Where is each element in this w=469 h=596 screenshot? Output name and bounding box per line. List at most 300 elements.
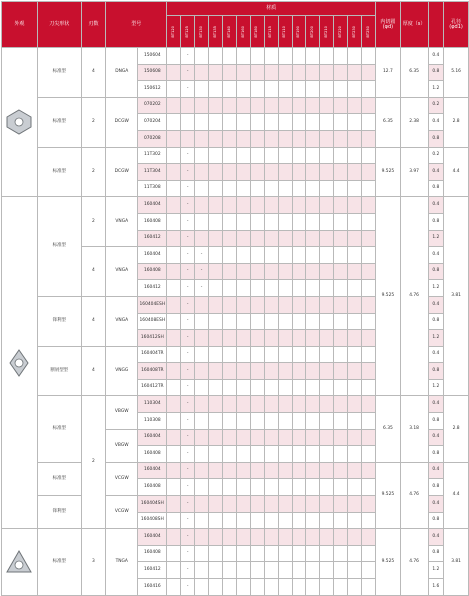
material-availability-cell xyxy=(222,529,236,546)
material-availability-cell xyxy=(264,496,278,513)
material-availability-cell xyxy=(167,97,181,114)
material-availability-cell xyxy=(195,579,209,596)
material-availability-cell xyxy=(278,97,292,114)
corner-radius-cell: 1.6 xyxy=(428,579,444,596)
material-availability-cell xyxy=(306,330,320,347)
material-availability-cell xyxy=(236,479,250,496)
model-cell: VCGW xyxy=(106,496,138,529)
corner-radius-cell: 1.2 xyxy=(428,81,444,98)
corner-radius-cell: 0.4 xyxy=(428,48,444,65)
material-availability-cell: - xyxy=(181,545,195,562)
corner-radius-cell: 0.4 xyxy=(428,396,444,413)
material-availability-cell xyxy=(236,579,250,596)
material-availability-cell xyxy=(236,97,250,114)
material-availability-cell xyxy=(334,97,348,114)
material-availability-cell xyxy=(236,213,250,230)
material-availability-cell xyxy=(209,346,223,363)
material-availability-cell xyxy=(236,396,250,413)
insert-code-cell: 150608 xyxy=(138,64,167,81)
material-availability-cell xyxy=(250,330,264,347)
hole-label: 孔径 xyxy=(451,18,462,25)
material-availability-cell xyxy=(334,81,348,98)
material-availability-cell xyxy=(292,180,306,197)
material-availability-cell xyxy=(250,247,264,264)
hole-diameter-cell: 5.16 xyxy=(444,48,469,98)
thickness-cell: 3.97 xyxy=(400,147,428,197)
model-cell: VNGA xyxy=(106,247,138,297)
corner-radius-cell: 0.4 xyxy=(428,496,444,513)
material-availability-cell xyxy=(167,545,181,562)
table-row xyxy=(2,197,469,214)
material-availability-cell xyxy=(278,180,292,197)
material-availability-cell xyxy=(250,97,264,114)
material-availability-cell xyxy=(222,346,236,363)
material-availability-cell xyxy=(348,462,362,479)
material-availability-cell xyxy=(250,462,264,479)
material-availability-cell xyxy=(278,429,292,446)
material-availability-cell: - xyxy=(181,379,195,396)
material-availability-cell xyxy=(195,429,209,446)
material-availability-cell xyxy=(306,48,320,65)
material-availability-cell xyxy=(264,130,278,147)
tip-shape-cell: 标准型 xyxy=(37,97,81,147)
material-grade-label: BT130 xyxy=(198,25,203,38)
material-availability-cell: - xyxy=(181,330,195,347)
material-availability-cell xyxy=(320,363,334,380)
material-availability-cell xyxy=(209,396,223,413)
material-availability-cell xyxy=(209,330,223,347)
material-availability-cell xyxy=(278,479,292,496)
material-availability-cell xyxy=(306,462,320,479)
material-availability-cell xyxy=(250,562,264,579)
material-availability-cell xyxy=(222,396,236,413)
material-availability-cell xyxy=(348,164,362,181)
material-grade-header xyxy=(334,16,348,48)
material-availability-cell xyxy=(334,164,348,181)
material-availability-cell xyxy=(264,247,278,264)
material-availability-cell xyxy=(167,313,181,330)
material-availability-cell xyxy=(334,147,348,164)
material-availability-cell xyxy=(236,280,250,297)
material-availability-cell xyxy=(348,562,362,579)
material-availability-cell xyxy=(264,64,278,81)
material-availability-cell xyxy=(348,247,362,264)
edge-count-cell: 2 xyxy=(81,147,105,197)
material-availability-cell: - xyxy=(181,313,195,330)
insert-code-cell: 160408SH xyxy=(138,512,167,529)
material-availability-cell xyxy=(278,296,292,313)
material-availability-cell xyxy=(236,247,250,264)
material-availability-cell xyxy=(334,529,348,546)
corner-radius-cell: 0.8 xyxy=(428,446,444,463)
material-availability-cell xyxy=(195,130,209,147)
material-availability-cell xyxy=(264,429,278,446)
material-availability-cell xyxy=(264,330,278,347)
material-availability-cell xyxy=(278,81,292,98)
header-inscribed-circle xyxy=(376,2,401,48)
material-availability-cell xyxy=(236,48,250,65)
material-availability-cell xyxy=(362,280,376,297)
material-availability-cell xyxy=(334,446,348,463)
material-availability-cell xyxy=(292,230,306,247)
material-availability-cell xyxy=(209,164,223,181)
material-availability-cell xyxy=(222,230,236,247)
material-availability-cell xyxy=(278,462,292,479)
material-availability-cell: - xyxy=(181,180,195,197)
material-availability-cell xyxy=(334,512,348,529)
edge-count-cell: 4 xyxy=(81,346,105,396)
material-availability-cell xyxy=(167,462,181,479)
model-cell: DCGW xyxy=(106,97,138,147)
material-availability-cell xyxy=(250,197,264,214)
corner-radius-cell: 0.4 xyxy=(428,462,444,479)
material-availability-cell xyxy=(264,296,278,313)
material-availability-cell xyxy=(292,313,306,330)
thickness-cell: 4.76 xyxy=(400,529,428,595)
material-availability-cell xyxy=(236,130,250,147)
corner-radius-cell: 0.8 xyxy=(428,64,444,81)
material-grade-header xyxy=(209,16,223,48)
corner-radius-cell: 0.8 xyxy=(428,180,444,197)
material-availability-cell xyxy=(362,529,376,546)
material-availability-cell xyxy=(334,64,348,81)
material-grade-header xyxy=(292,16,306,48)
material-availability-cell: - xyxy=(181,446,195,463)
material-availability-cell xyxy=(209,562,223,579)
material-grade-header xyxy=(278,16,292,48)
material-availability-cell xyxy=(236,462,250,479)
material-availability-cell xyxy=(195,413,209,430)
material-availability-cell xyxy=(264,230,278,247)
material-availability-cell: - xyxy=(181,296,195,313)
material-availability-cell xyxy=(348,213,362,230)
material-grade-label: BT220 xyxy=(337,25,342,38)
material-availability-cell xyxy=(195,479,209,496)
material-grade-label: BT120 xyxy=(170,25,175,38)
material-availability-cell xyxy=(334,296,348,313)
header-edges: 刃数 xyxy=(81,2,105,48)
material-availability-cell xyxy=(236,429,250,446)
model-cell: VBGW xyxy=(106,396,138,429)
material-availability-cell xyxy=(236,379,250,396)
material-availability-cell xyxy=(306,247,320,264)
corner-radius-cell: 0.8 xyxy=(428,512,444,529)
material-availability-cell xyxy=(320,545,334,562)
material-availability-cell xyxy=(292,396,306,413)
thickness-cell: 3.18 xyxy=(400,396,428,462)
material-grade-label: BT135 xyxy=(212,25,217,38)
material-availability-cell xyxy=(278,247,292,264)
insert-code-cell: 160408 xyxy=(138,213,167,230)
material-availability-cell xyxy=(167,363,181,380)
material-availability-cell xyxy=(362,512,376,529)
material-availability-cell xyxy=(362,562,376,579)
material-availability-cell xyxy=(306,396,320,413)
material-availability-cell xyxy=(236,180,250,197)
material-availability-cell xyxy=(320,147,334,164)
insert-code-cell: 160404 xyxy=(138,197,167,214)
material-availability-cell xyxy=(334,330,348,347)
material-availability-cell xyxy=(320,247,334,264)
material-availability-cell xyxy=(195,48,209,65)
material-availability-cell xyxy=(348,479,362,496)
material-availability-cell xyxy=(348,579,362,596)
material-availability-cell xyxy=(209,429,223,446)
material-availability-cell xyxy=(167,130,181,147)
material-availability-cell xyxy=(222,562,236,579)
hole-unit: (φd1) xyxy=(449,23,463,30)
material-availability-cell xyxy=(195,81,209,98)
material-availability-cell xyxy=(334,363,348,380)
hole-diameter-cell: 4.4 xyxy=(444,462,469,528)
material-availability-cell xyxy=(348,147,362,164)
material-availability-cell xyxy=(320,446,334,463)
material-availability-cell xyxy=(320,413,334,430)
material-availability-cell xyxy=(320,197,334,214)
material-availability-cell xyxy=(292,512,306,529)
material-availability-cell xyxy=(348,446,362,463)
material-availability-cell xyxy=(362,97,376,114)
material-availability-cell xyxy=(306,197,320,214)
insert-code-cell: 150612 xyxy=(138,81,167,98)
material-grade-header xyxy=(348,16,362,48)
material-availability-cell xyxy=(278,363,292,380)
material-availability-cell xyxy=(222,512,236,529)
material-availability-cell xyxy=(167,48,181,65)
material-availability-cell xyxy=(209,496,223,513)
material-availability-cell xyxy=(292,496,306,513)
material-availability-cell xyxy=(250,263,264,280)
material-availability-cell xyxy=(278,413,292,430)
material-grade-header xyxy=(250,16,264,48)
inscribed-circle-cell: 9.525 xyxy=(376,529,401,595)
material-availability-cell xyxy=(320,479,334,496)
material-availability-cell xyxy=(348,197,362,214)
material-availability-cell xyxy=(209,280,223,297)
material-availability-cell: - xyxy=(181,213,195,230)
material-availability-cell xyxy=(209,529,223,546)
insert-code-cell: 070202 xyxy=(138,97,167,114)
material-availability-cell xyxy=(278,346,292,363)
material-availability-cell xyxy=(264,462,278,479)
corner-radius-cell: 0.4 xyxy=(428,296,444,313)
material-availability-cell xyxy=(306,230,320,247)
material-availability-cell xyxy=(209,114,223,131)
triangle-icon xyxy=(4,547,34,577)
material-availability-cell xyxy=(320,114,334,131)
material-availability-cell xyxy=(250,396,264,413)
material-grade-label: BT125 xyxy=(184,25,189,38)
material-availability-cell: - xyxy=(181,197,195,214)
material-availability-cell: - xyxy=(181,64,195,81)
material-availability-cell xyxy=(250,429,264,446)
material-availability-cell xyxy=(236,230,250,247)
material-availability-cell xyxy=(222,496,236,513)
material-availability-cell xyxy=(292,413,306,430)
material-availability-cell xyxy=(362,379,376,396)
material-availability-cell xyxy=(334,429,348,446)
material-availability-cell xyxy=(209,479,223,496)
insert-code-cell: 11T304 xyxy=(138,164,167,181)
material-availability-cell xyxy=(278,64,292,81)
material-availability-cell xyxy=(236,413,250,430)
material-availability-cell xyxy=(264,446,278,463)
material-availability-cell xyxy=(292,462,306,479)
insert-code-cell: 110308 xyxy=(138,413,167,430)
material-availability-cell xyxy=(362,413,376,430)
material-availability-cell xyxy=(167,496,181,513)
material-availability-cell xyxy=(306,81,320,98)
material-availability-cell xyxy=(292,81,306,98)
material-availability-cell xyxy=(250,64,264,81)
material-availability-cell xyxy=(222,296,236,313)
material-availability-cell xyxy=(167,346,181,363)
material-availability-cell xyxy=(222,280,236,297)
material-availability-cell xyxy=(292,247,306,264)
material-availability-cell xyxy=(278,379,292,396)
material-availability-cell xyxy=(209,147,223,164)
material-availability-cell xyxy=(362,313,376,330)
material-availability-cell xyxy=(250,413,264,430)
material-availability-cell xyxy=(292,545,306,562)
material-availability-cell xyxy=(306,313,320,330)
material-availability-cell xyxy=(250,346,264,363)
material-availability-cell: - xyxy=(181,479,195,496)
material-availability-cell xyxy=(195,164,209,181)
material-availability-cell xyxy=(348,313,362,330)
material-availability-cell xyxy=(250,230,264,247)
material-availability-cell xyxy=(209,180,223,197)
hole-diameter-cell: 3.81 xyxy=(444,529,469,595)
material-availability-cell xyxy=(195,230,209,247)
material-availability-cell xyxy=(306,346,320,363)
material-availability-cell xyxy=(362,396,376,413)
material-availability-cell xyxy=(348,64,362,81)
material-availability-cell xyxy=(278,48,292,65)
material-availability-cell xyxy=(278,529,292,546)
material-availability-cell xyxy=(292,147,306,164)
material-availability-cell xyxy=(222,247,236,264)
material-availability-cell xyxy=(167,197,181,214)
material-availability-cell: - xyxy=(181,429,195,446)
material-availability-cell xyxy=(167,213,181,230)
material-availability-cell xyxy=(306,545,320,562)
material-availability-cell xyxy=(195,446,209,463)
material-availability-cell xyxy=(209,130,223,147)
material-availability-cell xyxy=(167,280,181,297)
material-availability-cell xyxy=(306,479,320,496)
material-availability-cell xyxy=(292,579,306,596)
material-availability-cell xyxy=(236,446,250,463)
material-availability-cell xyxy=(348,130,362,147)
insert-code-cell: 11T308 xyxy=(138,180,167,197)
material-availability-cell xyxy=(167,64,181,81)
material-availability-cell xyxy=(167,296,181,313)
thickness-cell: 4.76 xyxy=(400,462,428,528)
material-availability-cell xyxy=(334,130,348,147)
material-availability-cell xyxy=(278,147,292,164)
material-availability-cell xyxy=(334,462,348,479)
material-availability-cell xyxy=(348,97,362,114)
material-availability-cell xyxy=(264,363,278,380)
material-grade-header xyxy=(222,16,236,48)
material-availability-cell xyxy=(195,346,209,363)
material-availability-cell xyxy=(320,429,334,446)
material-availability-cell: - xyxy=(181,496,195,513)
material-availability-cell xyxy=(222,413,236,430)
material-availability-cell xyxy=(236,545,250,562)
material-availability-cell xyxy=(181,114,195,131)
material-availability-cell xyxy=(209,64,223,81)
insert-appearance-cell xyxy=(2,197,38,529)
material-availability-cell xyxy=(264,479,278,496)
material-availability-cell xyxy=(320,180,334,197)
material-availability-cell xyxy=(236,263,250,280)
material-availability-cell xyxy=(236,296,250,313)
material-availability-cell xyxy=(209,462,223,479)
material-availability-cell xyxy=(264,512,278,529)
material-availability-cell xyxy=(278,263,292,280)
material-availability-cell xyxy=(222,545,236,562)
material-availability-cell xyxy=(348,296,362,313)
insert-appearance-cell xyxy=(2,529,38,595)
material-availability-cell xyxy=(362,479,376,496)
material-availability-cell xyxy=(195,512,209,529)
material-availability-cell: - xyxy=(181,396,195,413)
insert-code-cell: 160408 xyxy=(138,263,167,280)
material-availability-cell xyxy=(278,164,292,181)
material-availability-cell xyxy=(292,479,306,496)
corner-radius-cell: 0.2 xyxy=(428,97,444,114)
material-availability-cell xyxy=(362,462,376,479)
material-availability-cell xyxy=(306,379,320,396)
material-availability-cell xyxy=(320,97,334,114)
material-availability-cell xyxy=(167,247,181,264)
material-availability-cell xyxy=(362,346,376,363)
material-availability-cell xyxy=(222,313,236,330)
material-availability-cell: - xyxy=(181,363,195,380)
material-availability-cell xyxy=(236,496,250,513)
material-availability-cell xyxy=(195,330,209,347)
tip-shape-cell: 标准型 xyxy=(37,396,81,462)
model-cell: VNGA xyxy=(106,197,138,247)
material-availability-cell xyxy=(195,396,209,413)
material-availability-cell xyxy=(320,64,334,81)
tip-shape-cell: 锋利型 xyxy=(37,296,81,346)
material-availability-cell xyxy=(292,130,306,147)
hole-diameter-cell: 3.81 xyxy=(444,197,469,396)
material-availability-cell xyxy=(209,230,223,247)
header-tip-shape: 刀尖形状 xyxy=(37,2,81,48)
material-availability-cell xyxy=(264,48,278,65)
material-availability-cell: - xyxy=(195,247,209,264)
material-availability-cell xyxy=(167,562,181,579)
material-grade-label: BT200 xyxy=(310,25,315,38)
material-availability-cell xyxy=(195,379,209,396)
inscribed-circle-cell: 12.7 xyxy=(376,48,401,98)
material-availability-cell xyxy=(250,213,264,230)
material-availability-cell xyxy=(278,496,292,513)
material-availability-cell xyxy=(236,147,250,164)
corner-radius-cell: 0.8 xyxy=(428,313,444,330)
insert-code-cell: 160416 xyxy=(138,579,167,596)
material-availability-cell xyxy=(334,379,348,396)
table-row xyxy=(2,147,469,164)
material-availability-cell xyxy=(222,147,236,164)
material-availability-cell xyxy=(362,230,376,247)
material-availability-cell: - xyxy=(181,512,195,529)
insert-code-cell: 150604 xyxy=(138,48,167,65)
